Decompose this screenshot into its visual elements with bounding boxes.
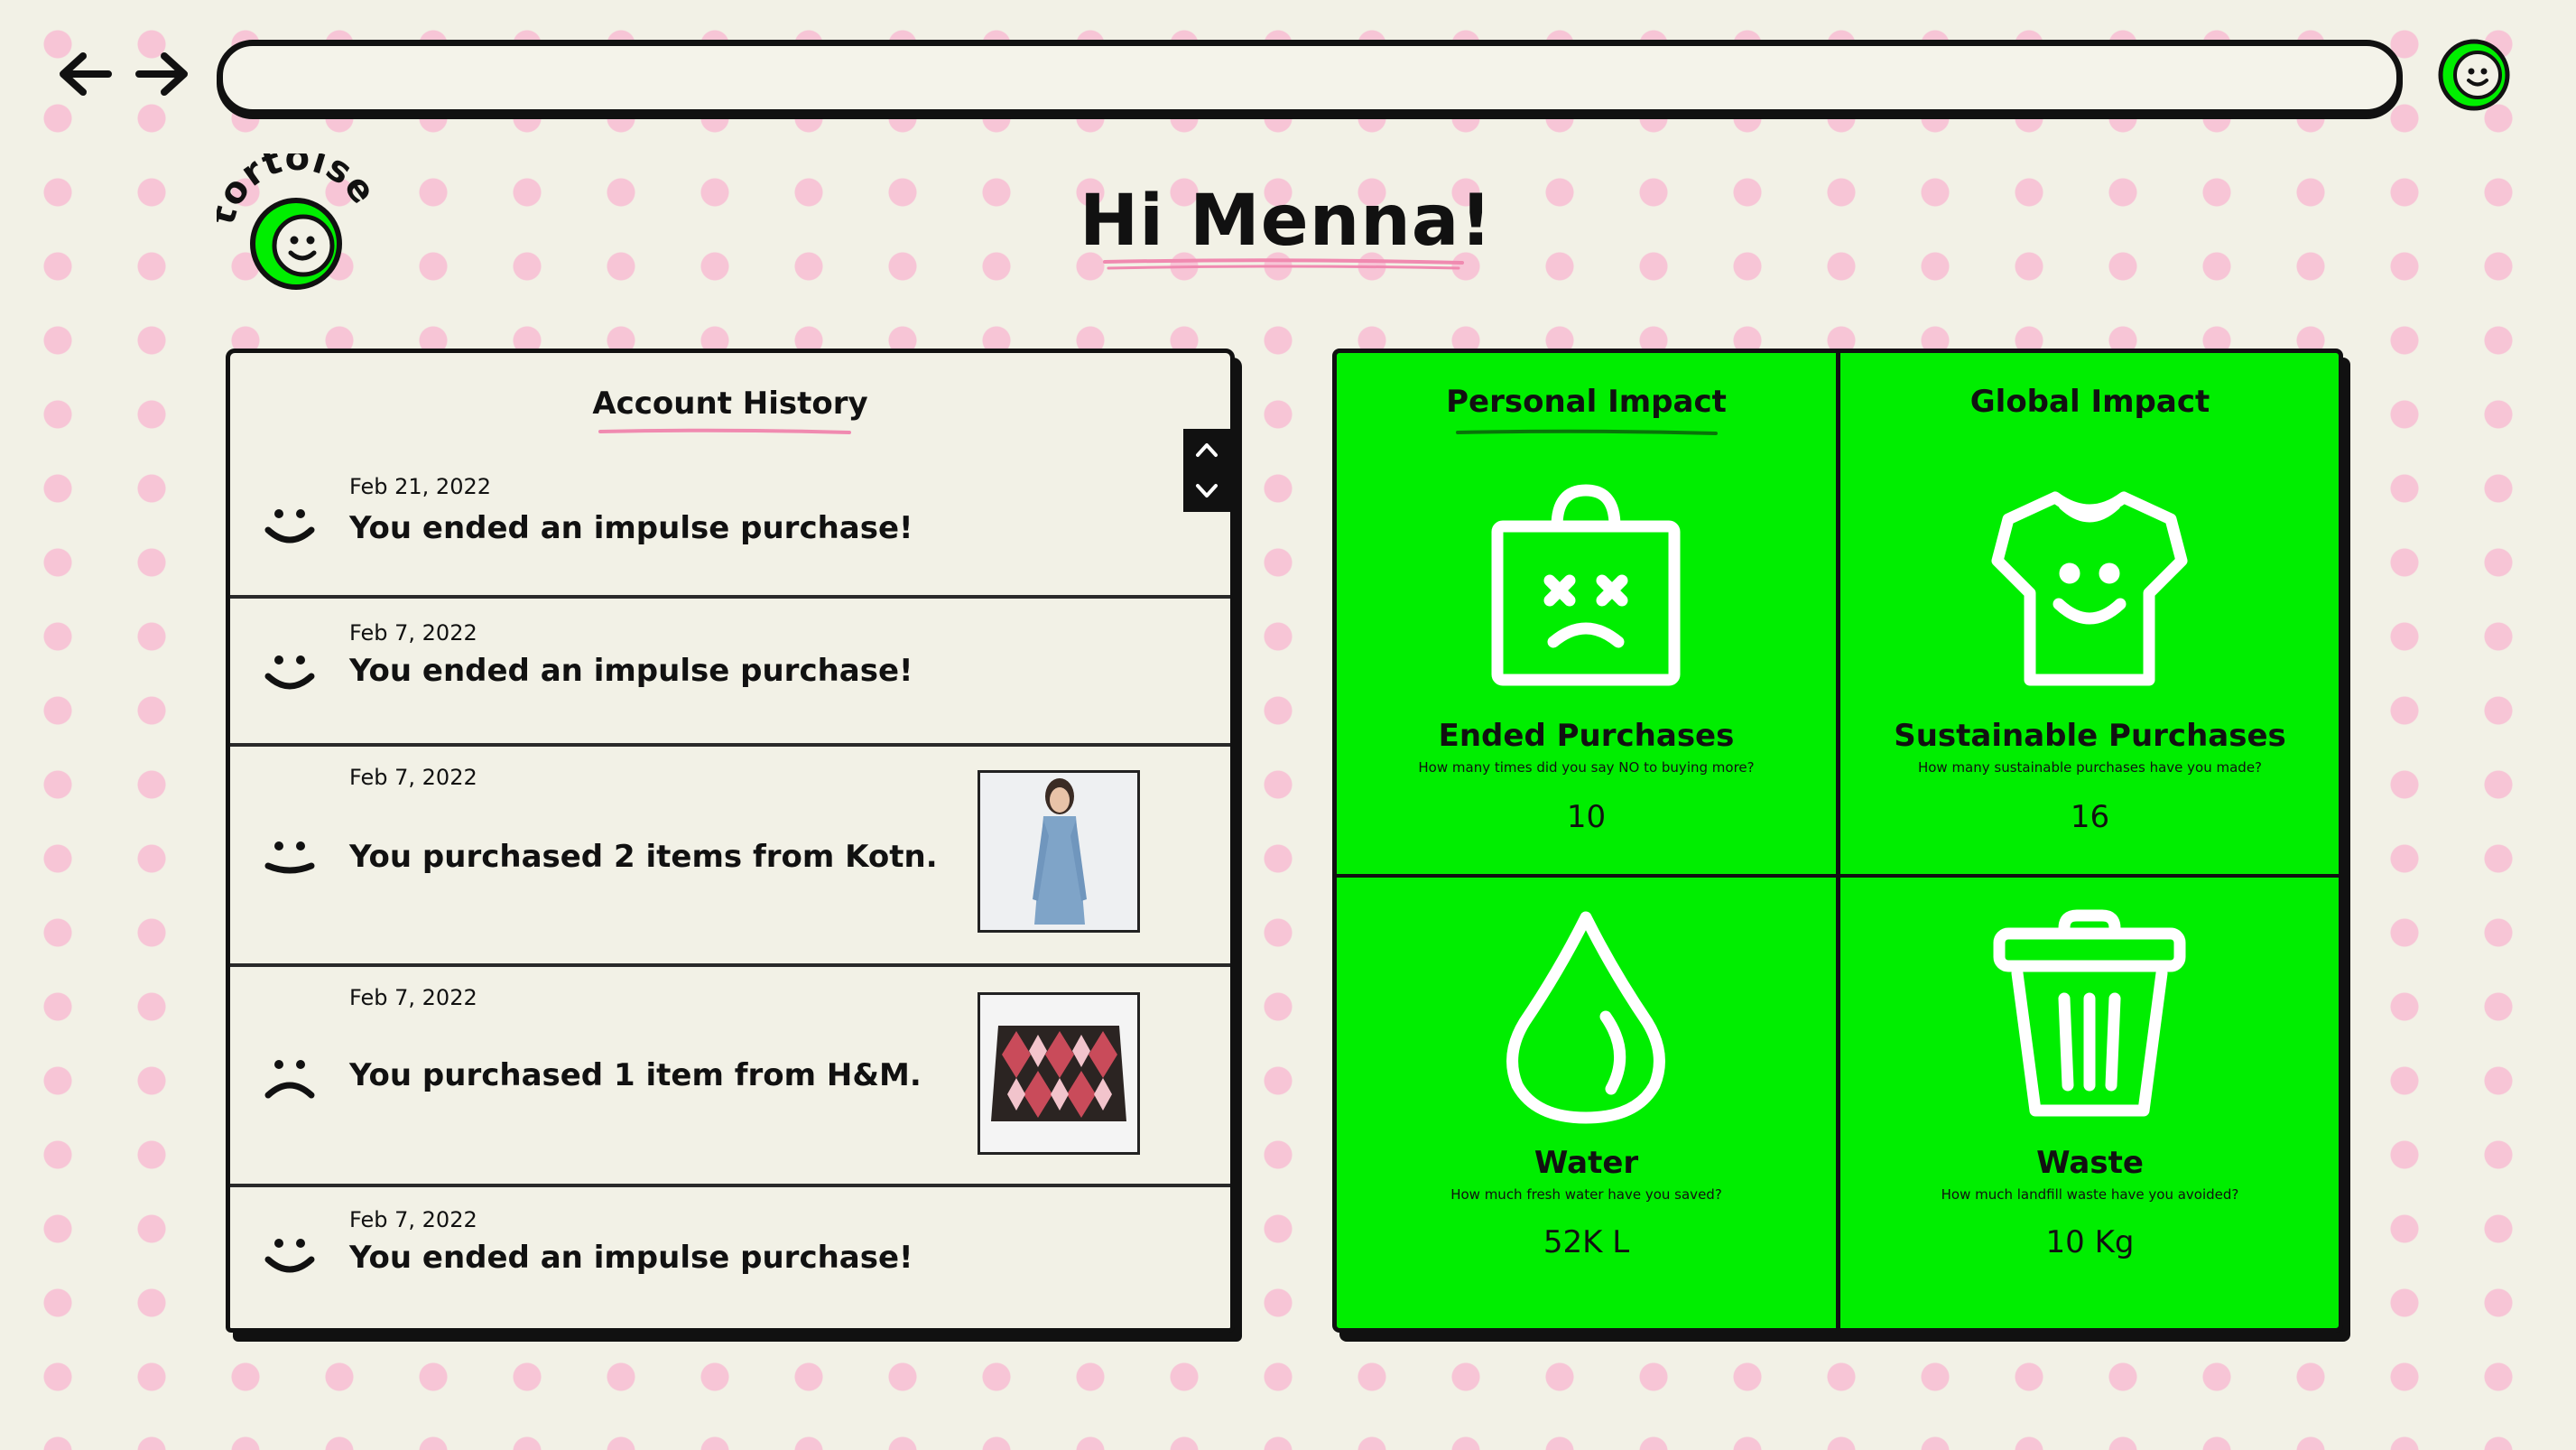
history-item[interactable] [230, 967, 1230, 1187]
waste-card[interactable] [1840, 878, 2340, 1328]
personal-impact-title: Personal Impact [1446, 384, 1727, 420]
sustainable-purchases-label: Sustainable Purchases [1894, 718, 2286, 754]
happy-face-icon [261, 644, 319, 702]
tortoise-logo-icon [217, 153, 379, 298]
skirt-image [980, 995, 1137, 1152]
water-card[interactable] [1337, 878, 1836, 1328]
history-item[interactable] [230, 1187, 1230, 1328]
forward-button[interactable] [128, 40, 197, 108]
sad-shopping-bag-icon [1487, 479, 1685, 696]
history-item-date: Feb 7, 2022 [349, 620, 477, 646]
history-item-date: Feb 7, 2022 [349, 1207, 477, 1232]
waste-label: Waste [2036, 1145, 2144, 1181]
water-drop-icon [1487, 908, 1685, 1125]
address-bar[interactable] [217, 40, 2403, 116]
history-item-date: Feb 7, 2022 [349, 765, 477, 790]
page-title: Hi Menna! [1080, 181, 1493, 262]
happy-tshirt-icon [1990, 479, 2189, 696]
sad-face-icon [261, 1048, 319, 1106]
profile-button[interactable] [2437, 38, 2511, 112]
history-item[interactable] [230, 747, 1230, 967]
ended-purchases-card[interactable] [1337, 353, 1836, 874]
ended-purchases-label: Ended Purchases [1438, 718, 1735, 754]
ended-purchases-value: 10 [1566, 799, 1607, 835]
tortoise-logo[interactable] [217, 153, 379, 298]
sustainable-purchases-card[interactable] [1840, 353, 2340, 874]
happy-face-icon [261, 1227, 319, 1285]
tortoise-avatar-icon [2437, 38, 2511, 112]
water-question: How much fresh water have you saved? [1450, 1186, 1722, 1203]
history-item-date: Feb 7, 2022 [349, 985, 477, 1010]
svg-text:tortoise: rtois [233, 153, 360, 195]
ended-purchases-question: How many times did you say NO to buying more? [1418, 759, 1755, 776]
arrow-left-icon [56, 49, 114, 99]
dress-image [980, 773, 1137, 930]
water-value: 52K L [1543, 1224, 1630, 1260]
blue-dress-photo[interactable] [978, 770, 1140, 933]
history-item-message: You purchased 1 item from H&M. [349, 1057, 922, 1093]
trash-can-icon [1990, 908, 2189, 1125]
impact-panel [1332, 349, 2343, 1333]
account-history-panel [226, 349, 1235, 1333]
sustainable-purchases-question: How many sustainable purchases have you made? [1917, 759, 2263, 776]
title-underline [1103, 258, 1464, 271]
global-impact-title: Global Impact [1969, 384, 2210, 420]
waste-value: 10 Kg [2045, 1224, 2135, 1260]
history-item-message: You ended an impulse purchase! [349, 510, 913, 546]
personal-impact-underline [1456, 427, 1718, 438]
address-input[interactable] [223, 46, 2396, 109]
argyle-skirt-photo[interactable] [978, 992, 1140, 1155]
happy-face-icon [261, 497, 319, 555]
arrow-right-icon [134, 49, 191, 99]
history-item-message: You purchased 2 items from Kotn. [349, 839, 938, 875]
water-label: Water [1534, 1145, 1639, 1181]
history-item-message: You ended an impulse purchase! [349, 653, 913, 689]
waste-question: How much landfill waste have you avoided? [1941, 1186, 2239, 1203]
neutral-face-icon [261, 830, 319, 888]
history-item[interactable] [230, 599, 1230, 747]
account-history-underline [598, 427, 851, 436]
back-button[interactable] [51, 40, 119, 108]
account-history-title: Account History [592, 386, 868, 422]
history-item-message: You ended an impulse purchase! [349, 1240, 913, 1276]
history-item-date: Feb 21, 2022 [349, 474, 491, 499]
history-item[interactable] [230, 452, 1230, 599]
sustainable-purchases-value: 16 [2070, 799, 2110, 835]
